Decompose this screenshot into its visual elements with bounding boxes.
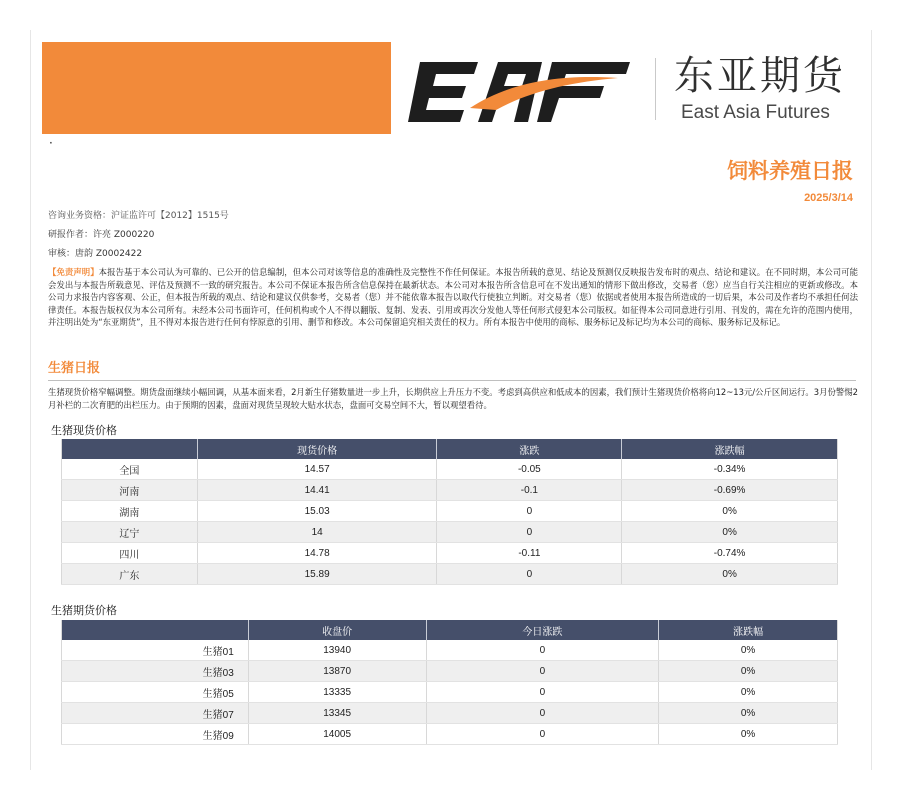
table-cell: 0 [426,703,659,724]
table-row [62,724,838,745]
disclaimer-tag: 【免责声明】 [48,267,99,277]
table-cell: 0 [426,640,659,661]
table-cell: 四川 [62,543,198,564]
table-cell: 0% [622,564,838,585]
table-cell: 0 [426,682,659,703]
section-title: 生猪日报 [48,361,101,376]
table-row [62,501,838,522]
table-cell: 0% [622,522,838,543]
brand-name-cn: 东亚期货 [674,53,846,99]
table-cell: 13345 [248,703,426,724]
table-cell: 14005 [248,724,426,745]
table-cell: 0% [659,724,838,745]
logo-divider [655,58,656,120]
table-cell: 广东 [62,564,198,585]
report-date: 2025/3/14 [804,192,853,204]
table-cell: 13335 [248,682,426,703]
column-header [62,620,249,640]
table-cell: -0.34% [622,459,838,480]
spot-price-table [61,439,838,585]
table-cell: 14.41 [197,480,437,501]
column-header: 收盘价 [248,620,426,640]
author-info: 研报作者：许亮 Z000220 [48,230,155,240]
table-header-row [62,620,838,640]
table-cell: 生猪05 [62,682,249,703]
table-cell: 0% [659,703,838,724]
table-cell: 15.03 [197,501,437,522]
table-cell: 生猪01 [62,640,249,661]
reviewer-info: 审核：唐韵 Z0002422 [48,249,143,259]
column-header: 现货价格 [197,439,437,459]
eaf-logo [400,52,640,132]
table-cell: 生猪09 [62,724,249,745]
table-row [62,703,838,724]
table-row [62,480,838,501]
table-cell: 0 [426,724,659,745]
table-cell: 河南 [62,480,198,501]
section-summary: 生猪现货价格窄幅调整。期货盘面继续小幅回调，从基本面来看，2月新生仔猪数量进一步上升，长期供应上升压力不变。考虑到高供应和低成本的因素，我们预计生猪现货价格将向12~13元/公斤区间运行。3月份警惕2月补栏的二次育肥的出栏压力。由于预期的因素，盘面对现货呈现较大贴水状态，盘面可交易空间不大，暂以观望看待。 [48,387,858,410]
table-row [62,682,838,703]
table-cell: 0 [437,564,622,585]
disclaimer [48,266,858,329]
brand-name-en: East Asia Futures [681,102,830,123]
table-cell: 14.57 [197,459,437,480]
disclaimer-text: 本报告基于本公司认为可靠的、已公开的信息编制，但本公司对该等信息的准确性及完整性不作任何保证。本报告所载的意见、结论及预测仅反映报告发布时的观点、结论和建议。在不同时期，本公司可能会发出与本报告所载意见、评估及预测不一致的研究报告。本公司不保证本报告所含信息保持在最新状态。本公司对本报告所含信息可在不发出通知的情形下做出修改，交易者（您）应当自行关注相应的更新或修改。本公司力求报告内容客观、公正，但本报告所载的观点、结论和建议仅供参考，交易者（您）并不能依靠本报告以取代行使独立判断。对交易者（您）依据或者使用本报告所造成的一切后果，本公司及作者均不承担任何法律责任。本报告版权仅为本公司所有。未经本公司书面许可，任何机构或个人不得以翻版、复制、发表、引用或再次分发他人等任何形式侵犯本公司版权。如征得本公司同意进行引用、刊发的，需在允许的范围内使用，并注明出处为“东亚期货”，且不得对本报告进行任何有悖原意的引用、删节和修改。本公司保留追究相关责任的权力。所有本报告中使用的商标、服务标记及标记均为本公司的商标、服务标记及标记。 [48,267,859,328]
spot-table-caption: 生猪现货价格 [51,424,117,437]
table-cell: 14 [197,522,437,543]
table-cell: 0 [437,522,622,543]
futures-price-table [61,620,838,745]
table-cell: 0 [437,501,622,522]
table-cell: -0.69% [622,480,838,501]
table-cell: 13870 [248,661,426,682]
table-header-row [62,439,838,459]
table-row [62,543,838,564]
table-row [62,564,838,585]
table-row [62,640,838,661]
table-cell: -0.1 [437,480,622,501]
table-cell: -0.74% [622,543,838,564]
column-header: 涨跌幅 [659,620,838,640]
table-cell: 0% [659,661,838,682]
table-cell: -0.11 [437,543,622,564]
table-cell: 生猪03 [62,661,249,682]
table-cell: -0.05 [437,459,622,480]
table-row [62,522,838,543]
table-cell: 0% [659,640,838,661]
section-divider [48,380,856,381]
table-cell: 湖南 [62,501,198,522]
bullet-dot: · [49,136,53,150]
column-header: 涨跌 [437,439,622,459]
header-banner [42,42,391,134]
column-header: 今日涨跌 [426,620,659,640]
table-cell: 全国 [62,459,198,480]
table-cell: 14.78 [197,543,437,564]
table-cell: 辽宁 [62,522,198,543]
table-cell: 15.89 [197,564,437,585]
futures-table-caption: 生猪期货价格 [51,604,117,617]
table-cell: 0 [426,661,659,682]
report-title: 饲料养殖日报 [727,159,853,183]
table-cell: 0% [622,501,838,522]
column-header: 涨跌幅 [622,439,838,459]
table-row [62,661,838,682]
column-header [62,439,198,459]
table-row [62,459,838,480]
table-cell: 13940 [248,640,426,661]
table-cell: 生猪07 [62,703,249,724]
license-info: 咨询业务资格：沪证监许可【2012】1515号 [48,211,229,221]
table-cell: 0% [659,682,838,703]
